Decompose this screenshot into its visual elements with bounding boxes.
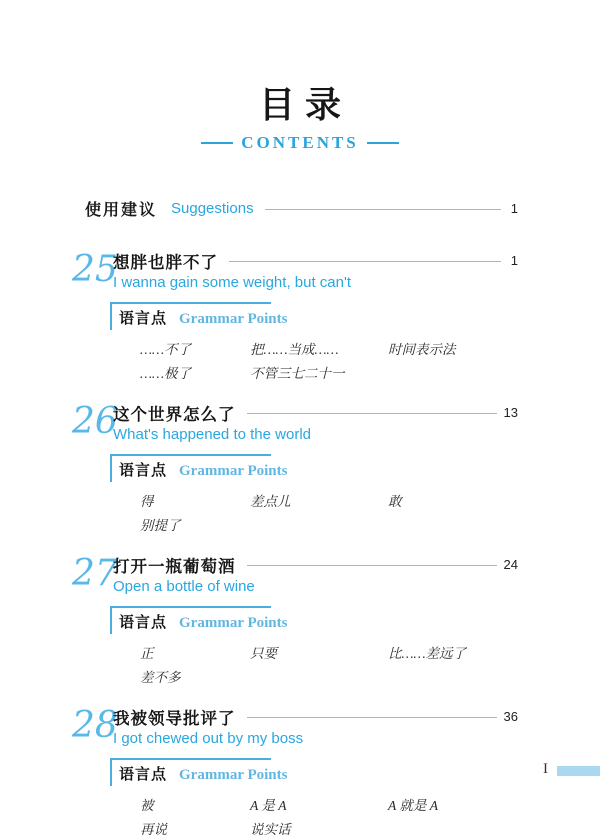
- entry-title-row: [113, 554, 518, 575]
- page-number: 36: [503, 709, 518, 724]
- entry-title-row: [113, 706, 518, 727]
- lesson-title-zh: 这个世界怎么了: [113, 405, 236, 424]
- grammar-label-zh: 语言点: [119, 311, 168, 327]
- grammar-points-row: [113, 666, 518, 685]
- grammar-label-en: Grammar Points: [179, 311, 288, 327]
- grammar-point: 说实话: [250, 822, 291, 835]
- grammar-points-header: [110, 758, 288, 786]
- grammar-point: A 就是 A: [388, 798, 438, 813]
- grammar-points-header: [110, 302, 288, 330]
- grammar-label-zh: 语言点: [119, 615, 168, 631]
- grammar-point: A 是 A: [250, 798, 287, 813]
- lesson-title-en: I got chewed out by my boss: [113, 730, 304, 747]
- lesson-title-zh: 我被领导批评了: [113, 709, 236, 728]
- entry-title-row: [113, 402, 518, 423]
- lesson-number: 28: [72, 705, 118, 746]
- grammar-point: [388, 818, 518, 835]
- lesson-number: 27: [72, 553, 118, 594]
- grammar-point: [388, 666, 518, 686]
- grammar-point: 敢: [388, 494, 402, 509]
- grammar-point: 得: [140, 494, 154, 509]
- grammar-points-row: [113, 338, 518, 357]
- lesson-title-en: What's happened to the world: [113, 426, 311, 443]
- entry-body: [113, 250, 518, 381]
- grammar-point: 被: [140, 798, 154, 813]
- grammar-points-row: [113, 794, 518, 813]
- leader-line: [247, 413, 497, 414]
- grammar-point: ……极了: [140, 366, 192, 381]
- intro-title-en: Suggestions: [171, 200, 254, 217]
- grammar-point: 再说: [140, 822, 167, 835]
- grammar-point: 把……当成……: [250, 342, 339, 357]
- footer-page-number: I: [543, 761, 548, 777]
- grammar-point: 差点儿: [250, 494, 291, 509]
- grammar-point: 别提了: [140, 518, 181, 533]
- toc-entry: [72, 706, 518, 834]
- grammar-point: [250, 666, 388, 686]
- page-subtitle: CONTENTS: [241, 133, 359, 152]
- leader-line: [265, 209, 501, 210]
- page-subtitle-row: [0, 133, 600, 153]
- lesson-number: 25: [72, 249, 118, 290]
- page-number: 1: [510, 253, 518, 268]
- leader-line: [247, 717, 497, 718]
- grammar-points-header: [110, 454, 288, 482]
- grammar-points-row: [113, 818, 518, 834]
- footer-accent-bar: [557, 766, 600, 776]
- grammar-point: 只要: [250, 646, 277, 661]
- lesson-number: 26: [72, 401, 118, 442]
- decorative-dash-right: [367, 142, 399, 144]
- page-number: 1: [510, 201, 518, 216]
- leader-line: [247, 565, 497, 566]
- lesson-title-zh: 打开一瓶葡萄酒: [113, 557, 236, 576]
- leader-line: [229, 261, 501, 262]
- lesson-title-en: Open a bottle of wine: [113, 578, 255, 595]
- grammar-label-zh: 语言点: [119, 767, 168, 783]
- page-number: 24: [503, 557, 518, 572]
- grammar-point: 时间表示法: [388, 342, 456, 357]
- grammar-point: 正: [140, 646, 154, 661]
- grammar-points-row: [113, 490, 518, 509]
- grammar-points-row: [113, 514, 518, 533]
- entry-title-row: [113, 250, 518, 271]
- entry-body: [113, 402, 518, 533]
- grammar-label-en: Grammar Points: [179, 767, 288, 783]
- grammar-label-zh: 语言点: [119, 463, 168, 479]
- grammar-point: ……不了: [140, 342, 192, 357]
- toc-entry: [72, 249, 518, 381]
- grammar-label-en: Grammar Points: [179, 463, 288, 479]
- decorative-dash-left: [201, 142, 233, 144]
- lesson-title-en: I wanna gain some weight, but can't: [113, 274, 352, 291]
- page-title: 目录: [258, 85, 351, 126]
- grammar-point: 比……差远了: [388, 646, 467, 661]
- grammar-label-en: Grammar Points: [179, 615, 288, 631]
- entry-body: [113, 706, 518, 834]
- page-header: [0, 0, 600, 153]
- toc-entry: [72, 401, 518, 533]
- grammar-points-row: [113, 642, 518, 661]
- grammar-point: 差不多: [140, 670, 181, 685]
- grammar-point: [388, 514, 518, 534]
- entry-body: [113, 554, 518, 685]
- grammar-points-row: [113, 362, 518, 381]
- grammar-point: [250, 514, 388, 534]
- toc-entry: [72, 553, 518, 685]
- grammar-points-header: [110, 606, 288, 634]
- grammar-point: 不管三七二十一: [250, 366, 345, 381]
- grammar-point: [388, 362, 518, 382]
- toc-row-suggestions: [85, 197, 518, 220]
- intro-title-zh: 使用建议: [85, 202, 158, 219]
- page-number: 13: [503, 405, 518, 420]
- lesson-title-zh: 想胖也胖不了: [113, 253, 218, 272]
